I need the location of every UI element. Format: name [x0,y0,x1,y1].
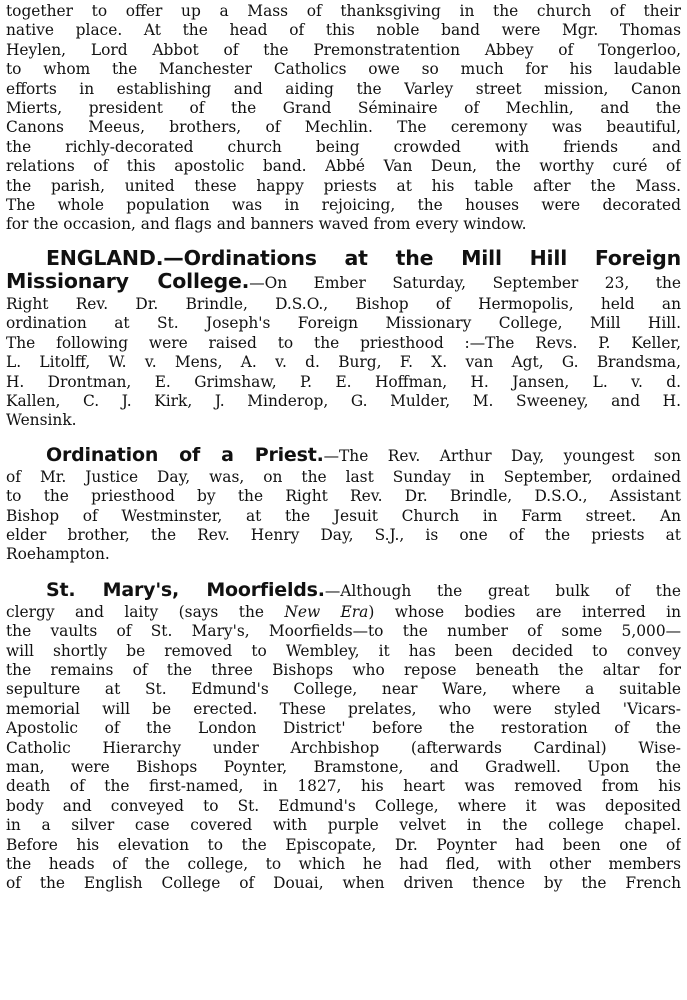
text-line: Heylen, Lord Abbot of the Premonstratention Abbey of Tongerloo, [6,40,681,59]
text-line: memorial will be erected. These prelates, who were styled 'Vicars- [6,699,681,718]
text-line: Before his elevation to the Episcopate, Dr. Poynter had been one of [6,835,681,854]
text-line: Canons Meeus, brothers, of Mechlin. The ceremony was beautiful, [6,118,681,137]
paragraph-mass-of-thanksgiving [6,2,681,235]
text-line: ordination at St. Joseph's Foreign Missionary College, Mill Hill. [6,314,681,333]
article-heading: Ordination of a Priest. [46,443,324,466]
text-line: of Mr. Justice Day, was, on the last Sunday in September, ordained [6,467,681,486]
text-line: the parish, united these happy priests at his table after the Mass. [6,176,681,195]
text-run: clergy and laity (says the [6,602,285,621]
text-line [6,270,681,295]
text-line: Kallen, C. J. Kirk, J. Minderop, G. Mulder, M. Sweeney, and H. [6,391,681,410]
article-heading-continued: Missionary College. [6,269,250,293]
text-line: elder brother, the Rev. Henry Day, S.J., is one of the priests at [6,525,681,544]
text-line: will shortly be removed to Wembley, it has been decided to convey [6,641,681,660]
text-line: efforts in establishing and aiding the Varley street mission, Canon [6,79,681,98]
text-line [6,444,681,468]
text-line: Roehampton. [6,545,110,564]
text-line: death of the first-named, in 1827, his heart was removed from his [6,777,681,796]
text-line: man, were Bishops Poynter, Bramstone, and Gradwell. Upon the [6,758,681,776]
text-line: of the English College of Douai, when driven thence by the French [6,874,681,893]
text-line: the vaults of St. Mary's, Moorfields—to the number of some 5,000— [6,622,681,641]
text-line: the remains of the three Bishops who repose beneath the altar for [6,660,681,679]
text-line: to whom the Manchester Catholics owe so much for his laudable [6,60,681,79]
text-line: for the occasion, and flags and banners waved from every window. [6,215,527,234]
text-run: ) whose bodies are interred in [368,602,681,621]
text-line: the heads of the college, to which he had fled, with other members [6,855,681,874]
text-line: body and conveyed to St. Edmund's College, where it was deposited [6,796,681,815]
text-line: Wensink. [6,411,77,430]
text-line: the richly-decorated church being crowded with friends and [6,137,681,156]
text-line: sepulture at St. Edmund's College, near Ware, where a suitable [6,680,681,699]
text-line [6,603,681,622]
text-line: to the priesthood by the Right Rev. Dr. Brindle, D.S.O., Assistant [6,487,681,506]
text-line: The following were raised to the priesthood :—The Revs. P. Keller, [6,333,681,352]
text-line: The whole population was in rejoicing, the houses were decorated [6,196,681,215]
text-line: Bishop of Westminster, at the Jesuit Church in Farm street. An [6,506,681,525]
publication-title: New Era [284,602,369,621]
text-line: native place. At the head of this noble band were Mgr. Thomas [6,21,681,40]
text-line: Apostolic of the London District' before the restoration of the [6,719,681,738]
article-mill-hill-ordinations [6,247,681,431]
text-line: in a silver case covered with purple velvet in the college chapel. [6,816,681,835]
article-heading: St. Mary's, Moorfields. [46,578,325,601]
text-line: H. Drontman, E. Grimshaw, P. E. Hoffman, H. Jansen, L. v. d. [6,372,681,391]
text-line: Mierts, president of the Grand Séminaire of Mechlin, and the [6,99,681,118]
text-run: —On Ember Saturday, September 23, the [249,273,681,292]
text-line: Right Rev. Dr. Brindle, D.S.O., Bishop of Hermopolis, held an [6,294,681,313]
text-line: together to offer up a Mass of thanksgiving in the church of their [6,2,681,20]
text-line: Catholic Hierarchy under Archbishop (afterwards Cardinal) Wise- [6,738,681,757]
article-heading: ENGLAND.—Ordinations at the Mill Hill Foreign [46,246,681,270]
article-st-marys-moorfields [6,579,681,894]
text-line: L. Litolff, W. v. Mens, A. v. d. Burg, F. X. van Agt, G. Brandsma, [6,353,681,372]
article-ordination-of-a-priest [6,444,681,565]
text-line [6,579,681,603]
text-line: relations of this apostolic band. Abbé Van Deun, the worthy curé of [6,157,681,176]
text-run: —Although the great bulk of the [324,581,681,600]
text-run: —The Rev. Arthur Day, youngest son [323,446,681,465]
